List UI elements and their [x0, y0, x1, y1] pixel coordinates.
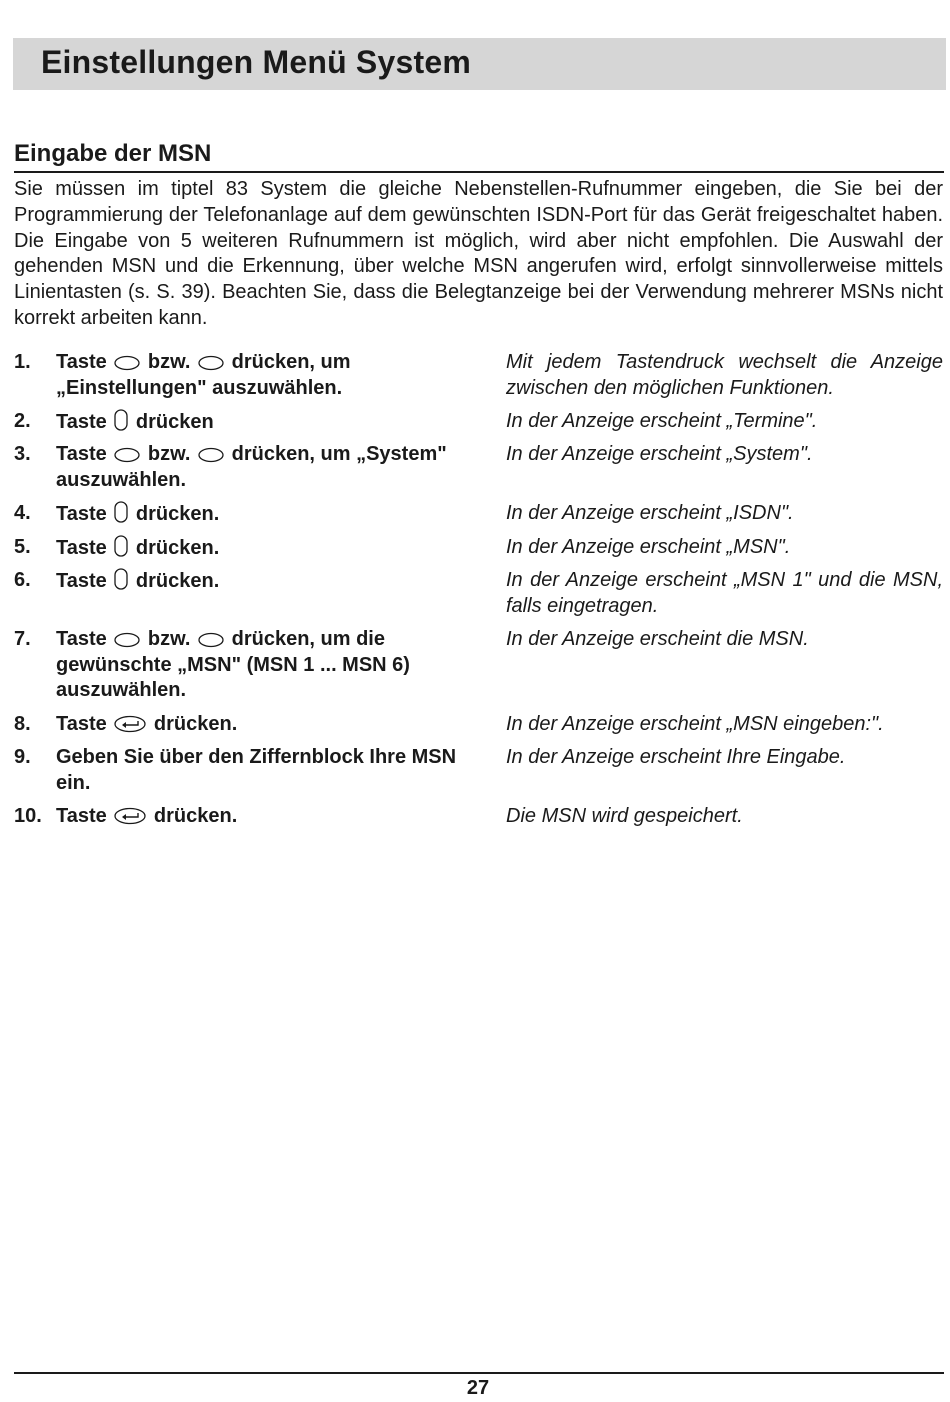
step-instruction: Taste drücken.: [56, 570, 220, 592]
step-instruction: Taste drücken.: [56, 713, 238, 735]
step-number: 10.: [14, 805, 42, 827]
section-divider: [14, 171, 944, 173]
step-instruction: Geben Sie über den Ziffernblock Ihre MSN ein.: [56, 746, 457, 794]
page-number: 27: [466, 1377, 490, 1399]
oval-scroll-key-icon: [198, 632, 224, 648]
step-instruction: Taste drücken.: [56, 805, 238, 827]
footer-divider: [14, 1372, 944, 1374]
oval-scroll-key-icon: [114, 632, 140, 648]
step-number: 5.: [14, 536, 31, 558]
step-instruction: Taste drücken.: [56, 503, 220, 525]
step-instruction: Taste bzw. drücken, um die gewünschte „MSN" (MSN 1 ... MSN 6) auszuwählen.: [56, 628, 410, 702]
step-instruction: Taste bzw. drücken, um „System" auszuwählen.: [56, 443, 447, 491]
step-result: In der Anzeige erscheint die MSN.: [506, 628, 809, 650]
step-number: 4.: [14, 502, 31, 524]
step-result: In der Anzeige erscheint „MSN".: [506, 536, 791, 558]
step-result: Die MSN wird gespeichert.: [506, 805, 743, 827]
step-result: In der Anzeige erscheint Ihre Eingabe.: [506, 746, 846, 768]
step-number: 3.: [14, 443, 31, 465]
intro-paragraph: Sie müssen im tiptel 83 System die gleiche Nebenstellen-Rufnummer eingeben, die Sie bei der Programmierung der Telefonanlage auf dem gewünschten ISDN-Port für das Gerät freigeschaltet haben. Die Eingabe von 5 weiteren Rufnummern ist möglich, wird aber nicht empfohlen. Die Auswahl der gehenden MSN und die Erkennung, über welche MSN angerufen wird, erfolgt sinnvollerweise mittels Linientasten (s. S. 39). Beachten Sie, dass die Belegtanzeige bei der Verwendung mehrerer MSNs nicht korrekt arbeiten kann.: [14, 178, 943, 329]
upright-oval-select-key-icon: [114, 535, 128, 557]
enter-arrow-key-icon: [114, 807, 146, 825]
step-number: 9.: [14, 746, 31, 768]
step-instruction: Taste drücken: [56, 411, 214, 433]
step-result: In der Anzeige erscheint „System".: [506, 443, 813, 465]
oval-scroll-key-icon: [198, 447, 224, 463]
step-number: 2.: [14, 410, 31, 432]
step-instruction: Taste bzw. drücken, um „Einstellungen" auszuwählen.: [56, 351, 351, 399]
upright-oval-select-key-icon: [114, 568, 128, 590]
page-title: Einstellungen Menü System: [41, 44, 471, 80]
step-number: 6.: [14, 569, 31, 591]
enter-arrow-key-icon: [114, 715, 146, 733]
upright-oval-select-key-icon: [114, 501, 128, 523]
step-result: In der Anzeige erscheint „MSN eingeben:".: [506, 713, 884, 735]
step-instruction: Taste drücken.: [56, 537, 220, 559]
oval-scroll-key-icon: [198, 355, 224, 371]
step-result: In der Anzeige erscheint „Termine".: [506, 410, 818, 432]
oval-scroll-key-icon: [114, 355, 140, 371]
step-result: In der Anzeige erscheint „MSN 1" und die MSN, falls eingetragen.: [506, 569, 943, 617]
section-title: Eingabe der MSN: [14, 140, 212, 167]
step-number: 8.: [14, 713, 31, 735]
step-result: Mit jedem Tastendruck wechselt die Anzeige zwischen den möglichen Funktionen.: [506, 351, 943, 399]
step-number: 1.: [14, 351, 31, 373]
upright-oval-select-key-icon: [114, 409, 128, 431]
step-number: 7.: [14, 628, 31, 650]
oval-scroll-key-icon: [114, 447, 140, 463]
step-result: In der Anzeige erscheint „ISDN".: [506, 502, 794, 524]
